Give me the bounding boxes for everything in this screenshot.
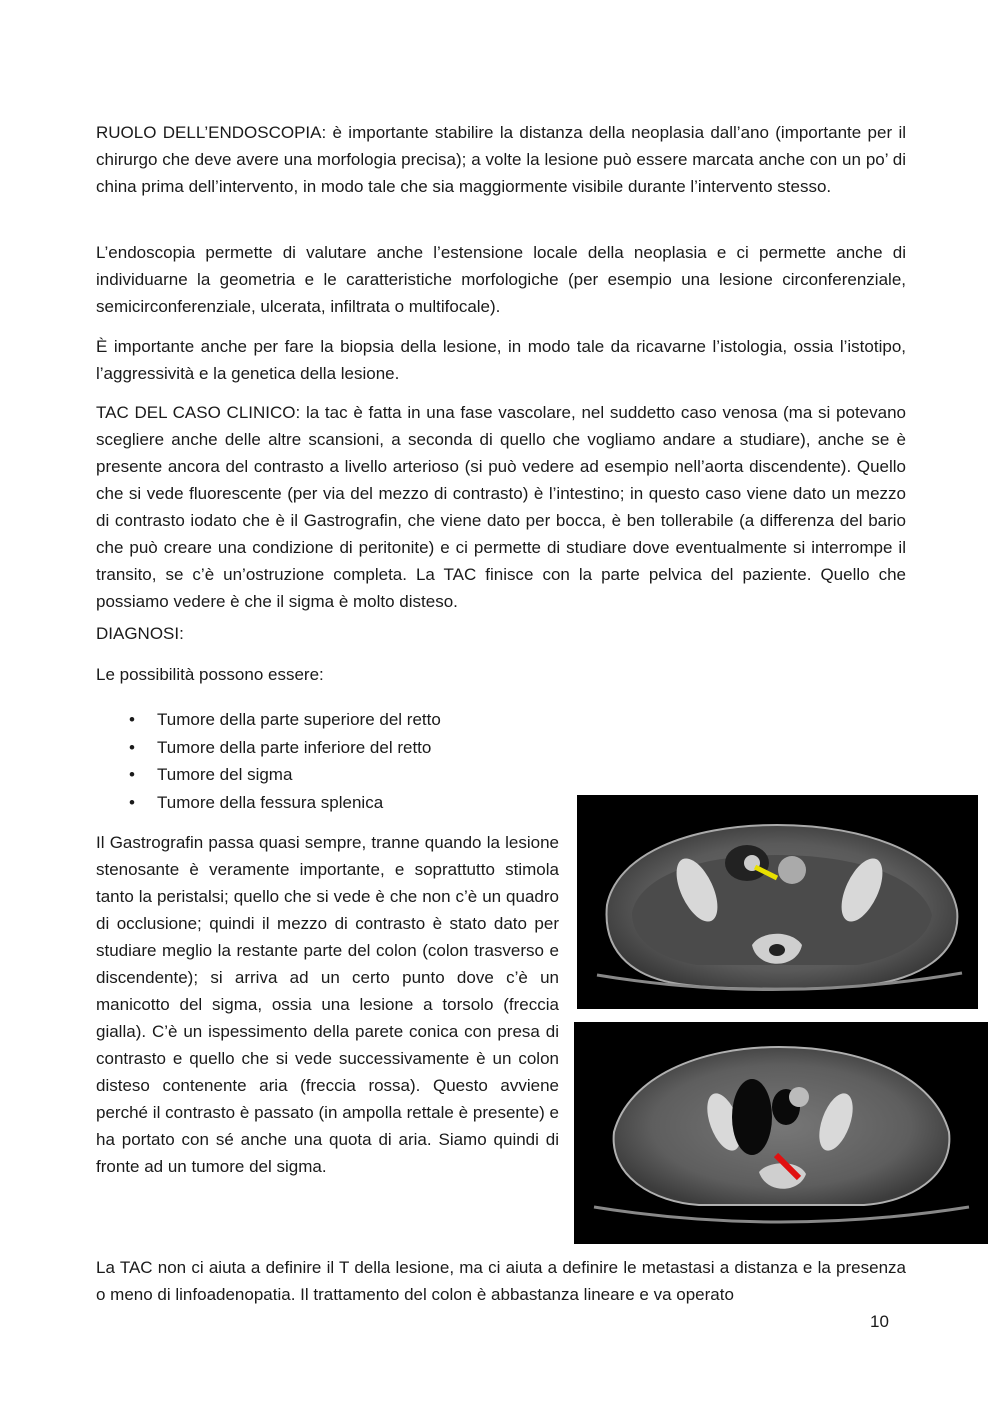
list-item: • Tumore della fessura splenica [96,789,441,817]
heading-diagnosi: DIAGNOSI: [96,624,184,643]
ct-scan-image-yellow-arrow [577,795,978,1009]
paragraph-possibilita: Le possibilità possono essere: [96,665,324,684]
list-item: • Tumore del sigma [96,761,441,789]
paragraph-endoscopia-ruolo: RUOLO DELL’ENDOSCOPIA: è importante stabilire la distanza della neoplasia dall’ano (importante per il chirurgo che deve avere una morfologia precisa); a volte la lesione può essere marcata anche con un po’ di china prima dell’intervento, in modo tale che sia maggiormente visibile durante l’intervento stesso. [96,123,906,196]
bullet-icon: • [129,737,135,757]
paragraph-gastrografin: Il Gastrografin passa quasi sempre, tranne quando la lesione stenosante è veramente importante, e soprattutto stimola tanto la peristalsi; quello che si vede è che non c’è un quadro di occlusione; quindi il mezzo di contrasto è stato dato per studiare meglio la restante parte del colon (colon trasverso e discendente); si arriva ad un certo punto dove c’è un manicotto del sigma, ossia una lesione a torsolo (freccia gialla). C’è un ispessimento della parete conica con presa di contrasto e quello che si vede successivamente è un colon disteso contenente aria (freccia rossa). Questo avviene perché il contrasto è passato (in ampolla rettale è presente) e ha portato con sé anche una quota di aria. Siamo quindi di fronte ad un tumore del sigma. [96,833,559,1176]
paragraph-tac-caso-clinico: TAC DEL CASO CLINICO: la tac è fatta in una fase vascolare, nel suddetto caso venosa (ma si potevano scegliere anche delle altre scansioni, a seconda di quello che vogliamo andare a studiare), anche se è presente ancora del contrasto a livello arterioso (si può vedere ad esempio nell’aorta discendente). Quello che si vede fluorescente (per via del mezzo di contrasto) è l’intestino; in questo caso viene dato un mezzo di contrasto iodato che è il Gastrografin, che viene dato per bocca, è ben tollerabile (a differenza del bario che può creare una condizione di peritonite) e ci permette di studiare dove eventualmente si interrompe il transito, se c’è un’ostruzione completa. La TAC finisce con la parte pelvica del paziente. Quello che possiamo vedere è che il sigma è molto disteso. [96,403,906,611]
page-number: 10 [870,1312,889,1331]
paragraph-endoscopia-biopsia: È importante anche per fare la biopsia della lesione, in modo tale da ricavarne l’istologia, ossia l’istotipo, l’aggressività e la genetica della lesione. [96,337,906,383]
ct-scan-image-red-arrow [574,1022,988,1244]
list-item: • Tumore della parte superiore del retto [96,706,441,734]
paragraph-tac-metastasi: La TAC non ci aiuta a definire il T della lesione, ma ci aiuta a definire le metastasi a distanza e la presenza o meno di linfoadenopatia. Il trattamento del colon è abbastanza lineare e va operato [96,1258,906,1304]
list-item: • Tumore della parte inferiore del retto [96,734,441,762]
paragraph-endoscopia-estensione: L’endoscopia permette di valutare anche l’estensione locale della neoplasia e ci permette anche di individuarne la geometria e le caratteristiche morfologiche (per esempio una lesione circonferenziale, semicirconferenziale, ulcerata, infiltrata o multifocale). [96,243,906,316]
bullet-icon: • [129,765,135,784]
diagnosis-list [96,706,441,816]
bullet-icon: • [129,710,135,729]
conclusion-text: Siamo quindi di fronte ad un tumore del sigma. [96,1130,559,1176]
bullet-icon: • [129,792,135,812]
